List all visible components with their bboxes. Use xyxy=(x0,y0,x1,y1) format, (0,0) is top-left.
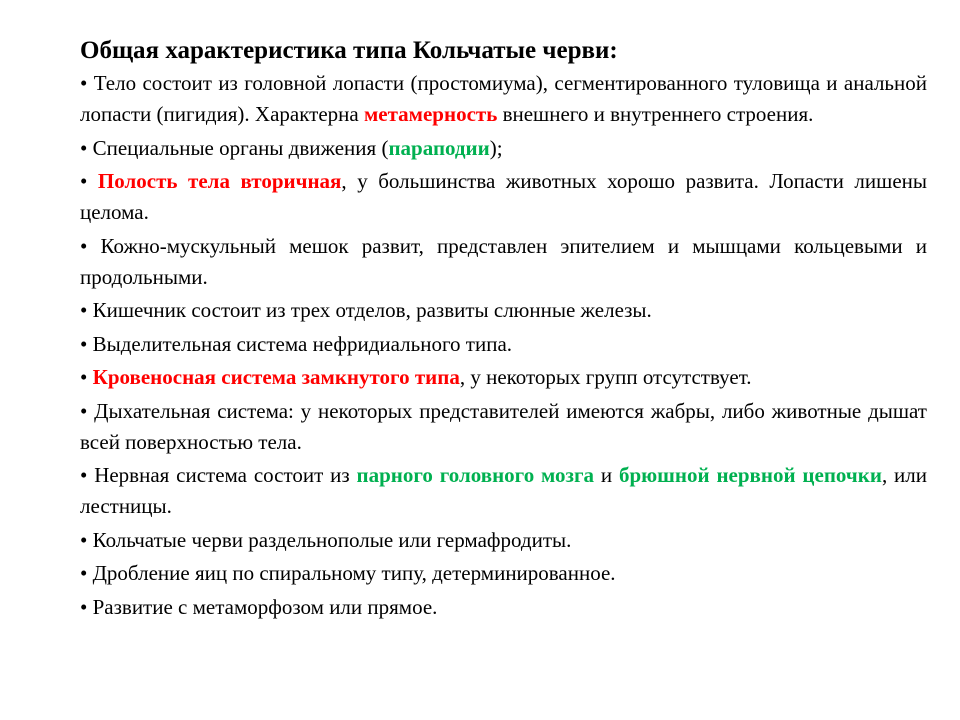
list-item-development xyxy=(80,592,927,623)
bullet: • xyxy=(80,135,88,160)
item-text: , у большинства животных хорошо развита. Лопасти лишены целома. xyxy=(80,169,927,224)
item-text: , у некоторых групп отсутствует. xyxy=(459,365,752,389)
item-text: Кишечник состоит из трех отделов, развиты слюнные железы. xyxy=(87,298,652,322)
item-text: Выделительная система нефридиального типа. xyxy=(87,331,513,356)
item-text: Нервная система состоит из xyxy=(87,463,357,487)
list-item-locomotion xyxy=(80,133,927,164)
bullet: • xyxy=(80,527,88,552)
item-text xyxy=(87,169,98,193)
term-paired-brain: парного головного мозга xyxy=(356,463,595,487)
list-item-circulatory xyxy=(80,362,927,393)
item-text: Развитие с метаморфозом или прямое. xyxy=(87,594,438,619)
item-text: , или лестницы. xyxy=(80,463,927,518)
slide-content xyxy=(80,36,927,625)
list-item-musculature xyxy=(80,231,927,293)
list-item-excretory xyxy=(80,329,927,360)
bullet: • xyxy=(80,594,88,619)
term-ventral-nerve-cord: брюшной нервной цепочки xyxy=(618,463,882,487)
list-item-reproduction xyxy=(80,525,927,556)
item-text: и xyxy=(594,463,619,487)
bullet: • xyxy=(80,71,88,95)
bullet: • xyxy=(80,331,88,356)
term-metamerism: метамерность xyxy=(363,102,498,126)
bullet: • xyxy=(80,298,88,322)
item-text: внешнего и внутреннего строения. xyxy=(497,102,814,126)
list-item-body-cavity xyxy=(80,166,927,228)
list-item-body xyxy=(80,68,927,130)
list-item-respiratory xyxy=(80,396,927,458)
item-text: Кожно-мускульный мешок развит, представлен эпителием и мышцами кольцевыми и продольными. xyxy=(80,233,927,289)
list-item-digestive xyxy=(80,295,927,326)
slide-title: Общая характеристика типа Кольчатые черви: xyxy=(80,37,618,64)
item-text: Дыхательная система: у некоторых представителей имеются жабры, либо животные дышат всей поверхностью тела. xyxy=(80,398,927,454)
item-text: Кольчатые черви раздельнополые или гермафродиты. xyxy=(87,527,572,552)
bullet: • xyxy=(80,169,88,193)
term-closed-circulation: Кровеносная система замкнутого типа xyxy=(92,365,460,389)
term-parapodia: параподии xyxy=(388,135,490,160)
item-text: Дробление яиц по спиральному типу, детерминированное. xyxy=(87,561,616,585)
bullet: • xyxy=(80,463,88,487)
bullet: • xyxy=(80,561,88,585)
bullet: • xyxy=(80,365,88,389)
bullet: • xyxy=(80,398,88,423)
list-item-cleavage xyxy=(80,558,927,589)
item-text: ); xyxy=(489,135,503,160)
list-item-nervous xyxy=(80,460,927,522)
bullet: • xyxy=(80,233,88,258)
term-secondary-cavity: Полость тела вторичная xyxy=(97,169,342,193)
item-text: Специальные органы движения ( xyxy=(87,135,389,160)
item-text: Тело состоит из головной лопасти (простомиума), сегментированного туловища и анальной лопасти (пигидия). Характерна xyxy=(80,71,927,126)
